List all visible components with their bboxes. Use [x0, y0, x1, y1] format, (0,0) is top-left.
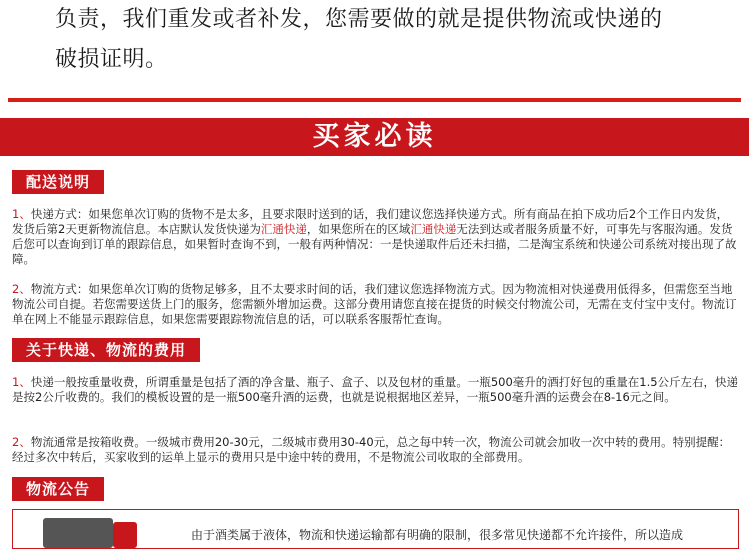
truck-icon: [43, 518, 113, 548]
item-number: 2、: [12, 435, 31, 449]
intro-line-1: 负责，我们重发或者补发，您需要做的就是提供物流或快递的: [55, 7, 663, 32]
item-number: 2、: [12, 282, 31, 296]
intro-text: [55, 0, 735, 80]
item-number: 1、: [12, 375, 31, 389]
divider: [8, 98, 741, 102]
courier-highlight: 汇通快递: [260, 222, 307, 236]
delivery-label: 配送说明: [12, 170, 104, 194]
delivery-item-2: [12, 282, 739, 327]
fees-label: 关于快递、物流的费用: [12, 338, 200, 362]
fees-item-1: [12, 375, 739, 405]
notice-box: [12, 509, 739, 549]
item-text: ，如果您所在的区域: [306, 222, 411, 236]
delivery-item-1: [12, 207, 739, 267]
item-text: 物流通常是按箱收费。一级城市费用20-30元，二级城市费用30-40元，总之每中转一次，物流公司就会加收一次中转的费用。特别提醒：经过多次中转后，买家收到的运单上显示的费用只是中途中转的费用，不是物流公司收取的全部费用。: [12, 435, 731, 464]
item-number: 1、: [12, 207, 31, 221]
buyer-notice-banner: [0, 118, 749, 156]
notice-label: 物流公告: [12, 477, 104, 501]
item-text: 无法到达或者服务质量不好，可事先与客服沟通。发货后您可以查询到订单的跟踪信息，如果暂时查询不到，一般有两种情况：一是快递取件后还未扫描，二是淘宝系统和快递公司系统对接出现了故障。: [12, 222, 737, 266]
banner-title: 买家必读: [312, 121, 437, 152]
courier-highlight: 汇通快递: [410, 222, 457, 236]
item-text: 快递一般按重量收费，所谓重量是包括了酒的净含量、瓶子、盒子、以及包材的重量。一瓶500毫升的酒打好包的重量在1.5公斤左右，快递是按2公斤收费的。我们的模板设置的是一瓶500毫升酒的运费，也就是说根据地区差异，一瓶500毫升酒的运费会在8-16元之间。: [12, 375, 739, 404]
intro-line-2: 破损证明。: [55, 47, 168, 72]
item-text: 快递方式：如果您单次订购的货物不是太多，且要求限时送到的话，我们建议您选择快递方式。所有商品在拍下成功后2个工作日内发货，发货后第2天更新物流信息。本店默认发货快递为: [12, 207, 729, 236]
truck-cab-icon: [113, 522, 137, 548]
notice-text: 由于酒类属于液体，物流和快递运输都有明确的限制，很多常见快递都不允许接件，所以造成: [191, 528, 684, 542]
item-text: 物流方式：如果您单次订购的货物足够多，且不太要求时间的话，我们建议您选择物流方式。因为物流相对快递费用低得多，但需您至当地物流公司自提。若您需要送货上门的服务，您需额外增加运费。这部分费用请您直接在提货的时候交付物流公司，无需在支付宝中支付。物流订单在网上不能显示跟踪信息，如果您需要跟踪物流信息的话，可以联系客服帮忙查询。: [12, 282, 737, 326]
fees-item-2: [12, 435, 739, 465]
